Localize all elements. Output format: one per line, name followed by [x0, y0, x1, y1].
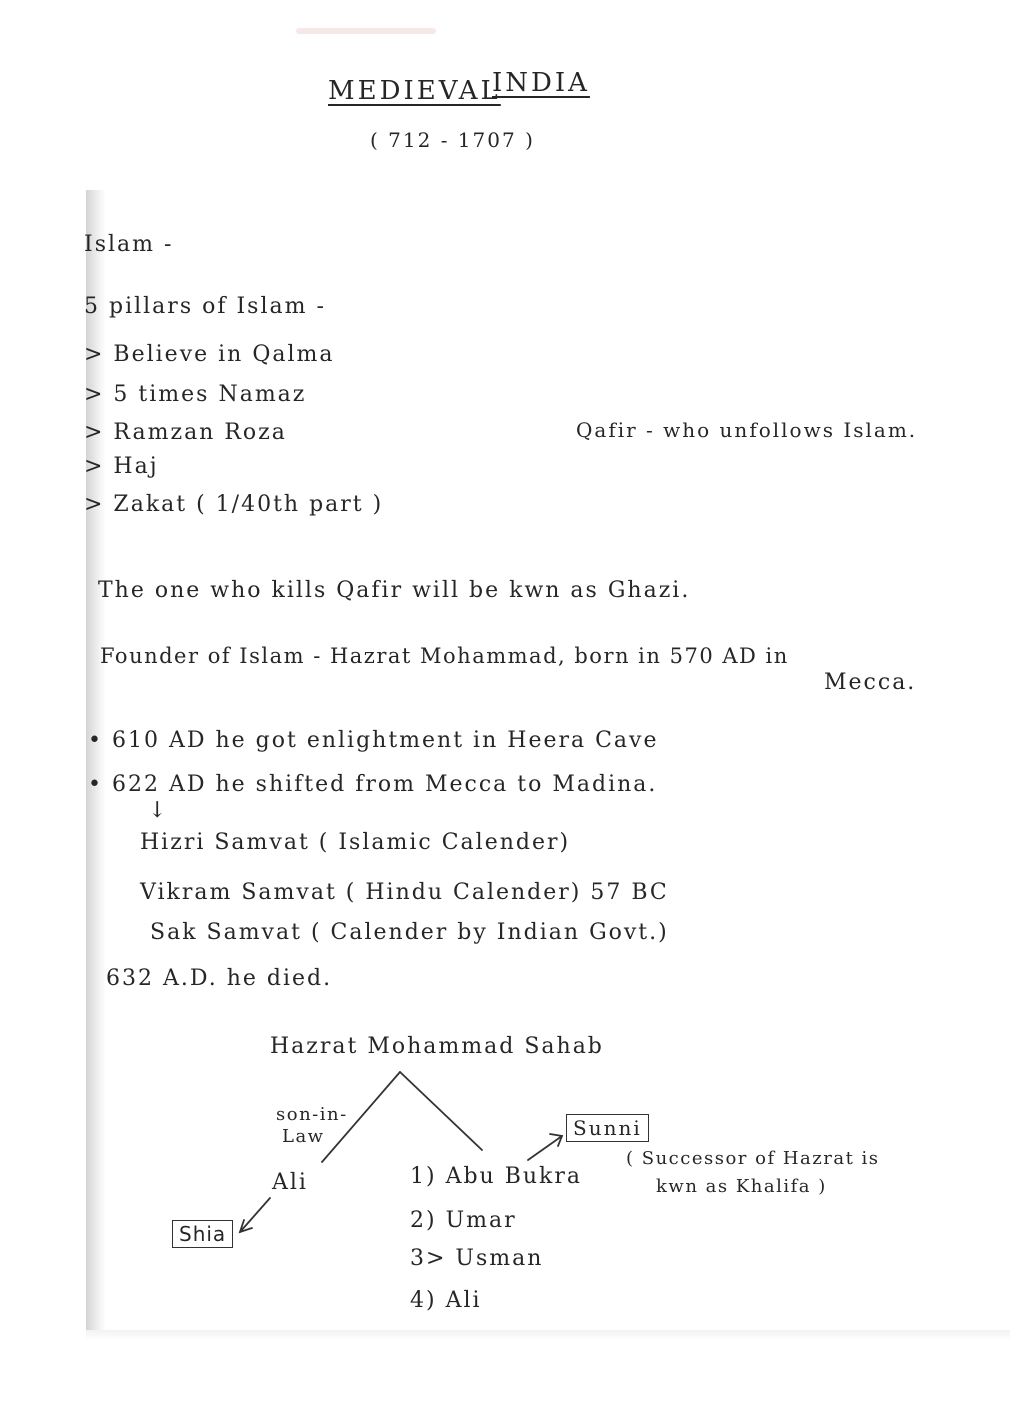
ghazi-note: The one who kills Qafir will be kwn as Ghazi.	[98, 578, 691, 603]
pillar-item: > 5 times Namaz	[84, 382, 307, 407]
shia-box: Shia	[172, 1220, 233, 1248]
khalifa-item: 2) Umar	[410, 1208, 517, 1233]
tree-root: Hazrat Mohammad Sahab	[270, 1034, 604, 1059]
vikram-samvat: Vikram Samvat ( Hindu Calender) 57 BC	[140, 880, 669, 905]
sunni-box: Sunni	[566, 1114, 649, 1142]
pillar-item: > Zakat ( 1/40th part )	[84, 492, 384, 517]
pillar-item: > Ramzan Roza	[84, 420, 287, 445]
pillar-item: > Haj	[84, 454, 159, 479]
event-622: • 622 AD he shifted from Mecca to Madina.	[88, 772, 658, 797]
khalifa-item: 3> Usman	[410, 1246, 544, 1271]
hizri-samvat: Hizri Samvat ( Islamic Calender)	[140, 830, 571, 855]
khalifa-item: 1) Abu Bukra	[410, 1164, 583, 1189]
sak-samvat: Sak Samvat ( Calender by Indian Govt.)	[150, 920, 669, 945]
qafir-note: Qafir - who unfollows Islam.	[576, 418, 918, 442]
tree-left-child: Ali	[272, 1170, 308, 1195]
title-years: ( 712 - 1707 )	[370, 128, 535, 152]
title-india: INDIA	[492, 68, 590, 98]
branch-right-line	[400, 1072, 482, 1150]
islam-heading: Islam -	[84, 232, 174, 257]
shia-arrow-line	[240, 1198, 270, 1232]
founder-place: Mecca.	[824, 670, 917, 695]
down-arrow: ↓	[148, 798, 169, 823]
title-medieval: MEDIEVAL	[328, 76, 501, 106]
khalifa-note: kwn as Khalifa )	[656, 1176, 827, 1197]
founder-line: Founder of Islam - Hazrat Mohammad, born in 570 AD in	[100, 644, 789, 668]
event-632: 632 A.D. he died.	[106, 966, 333, 991]
khalifa-note: ( Successor of Hazrat is	[626, 1148, 880, 1169]
khalifa-item: 4) Ali	[410, 1288, 482, 1313]
sunni-arrow-line	[528, 1136, 562, 1160]
son-in-law-label: Law	[282, 1126, 325, 1147]
pillars-heading: 5 pillars of Islam -	[84, 294, 326, 319]
son-in-law-label: son-in-	[276, 1104, 348, 1125]
event-610: • 610 AD he got enlightment in Heera Cave	[88, 728, 659, 753]
pillar-item: > Believe in Qalma	[84, 342, 335, 367]
